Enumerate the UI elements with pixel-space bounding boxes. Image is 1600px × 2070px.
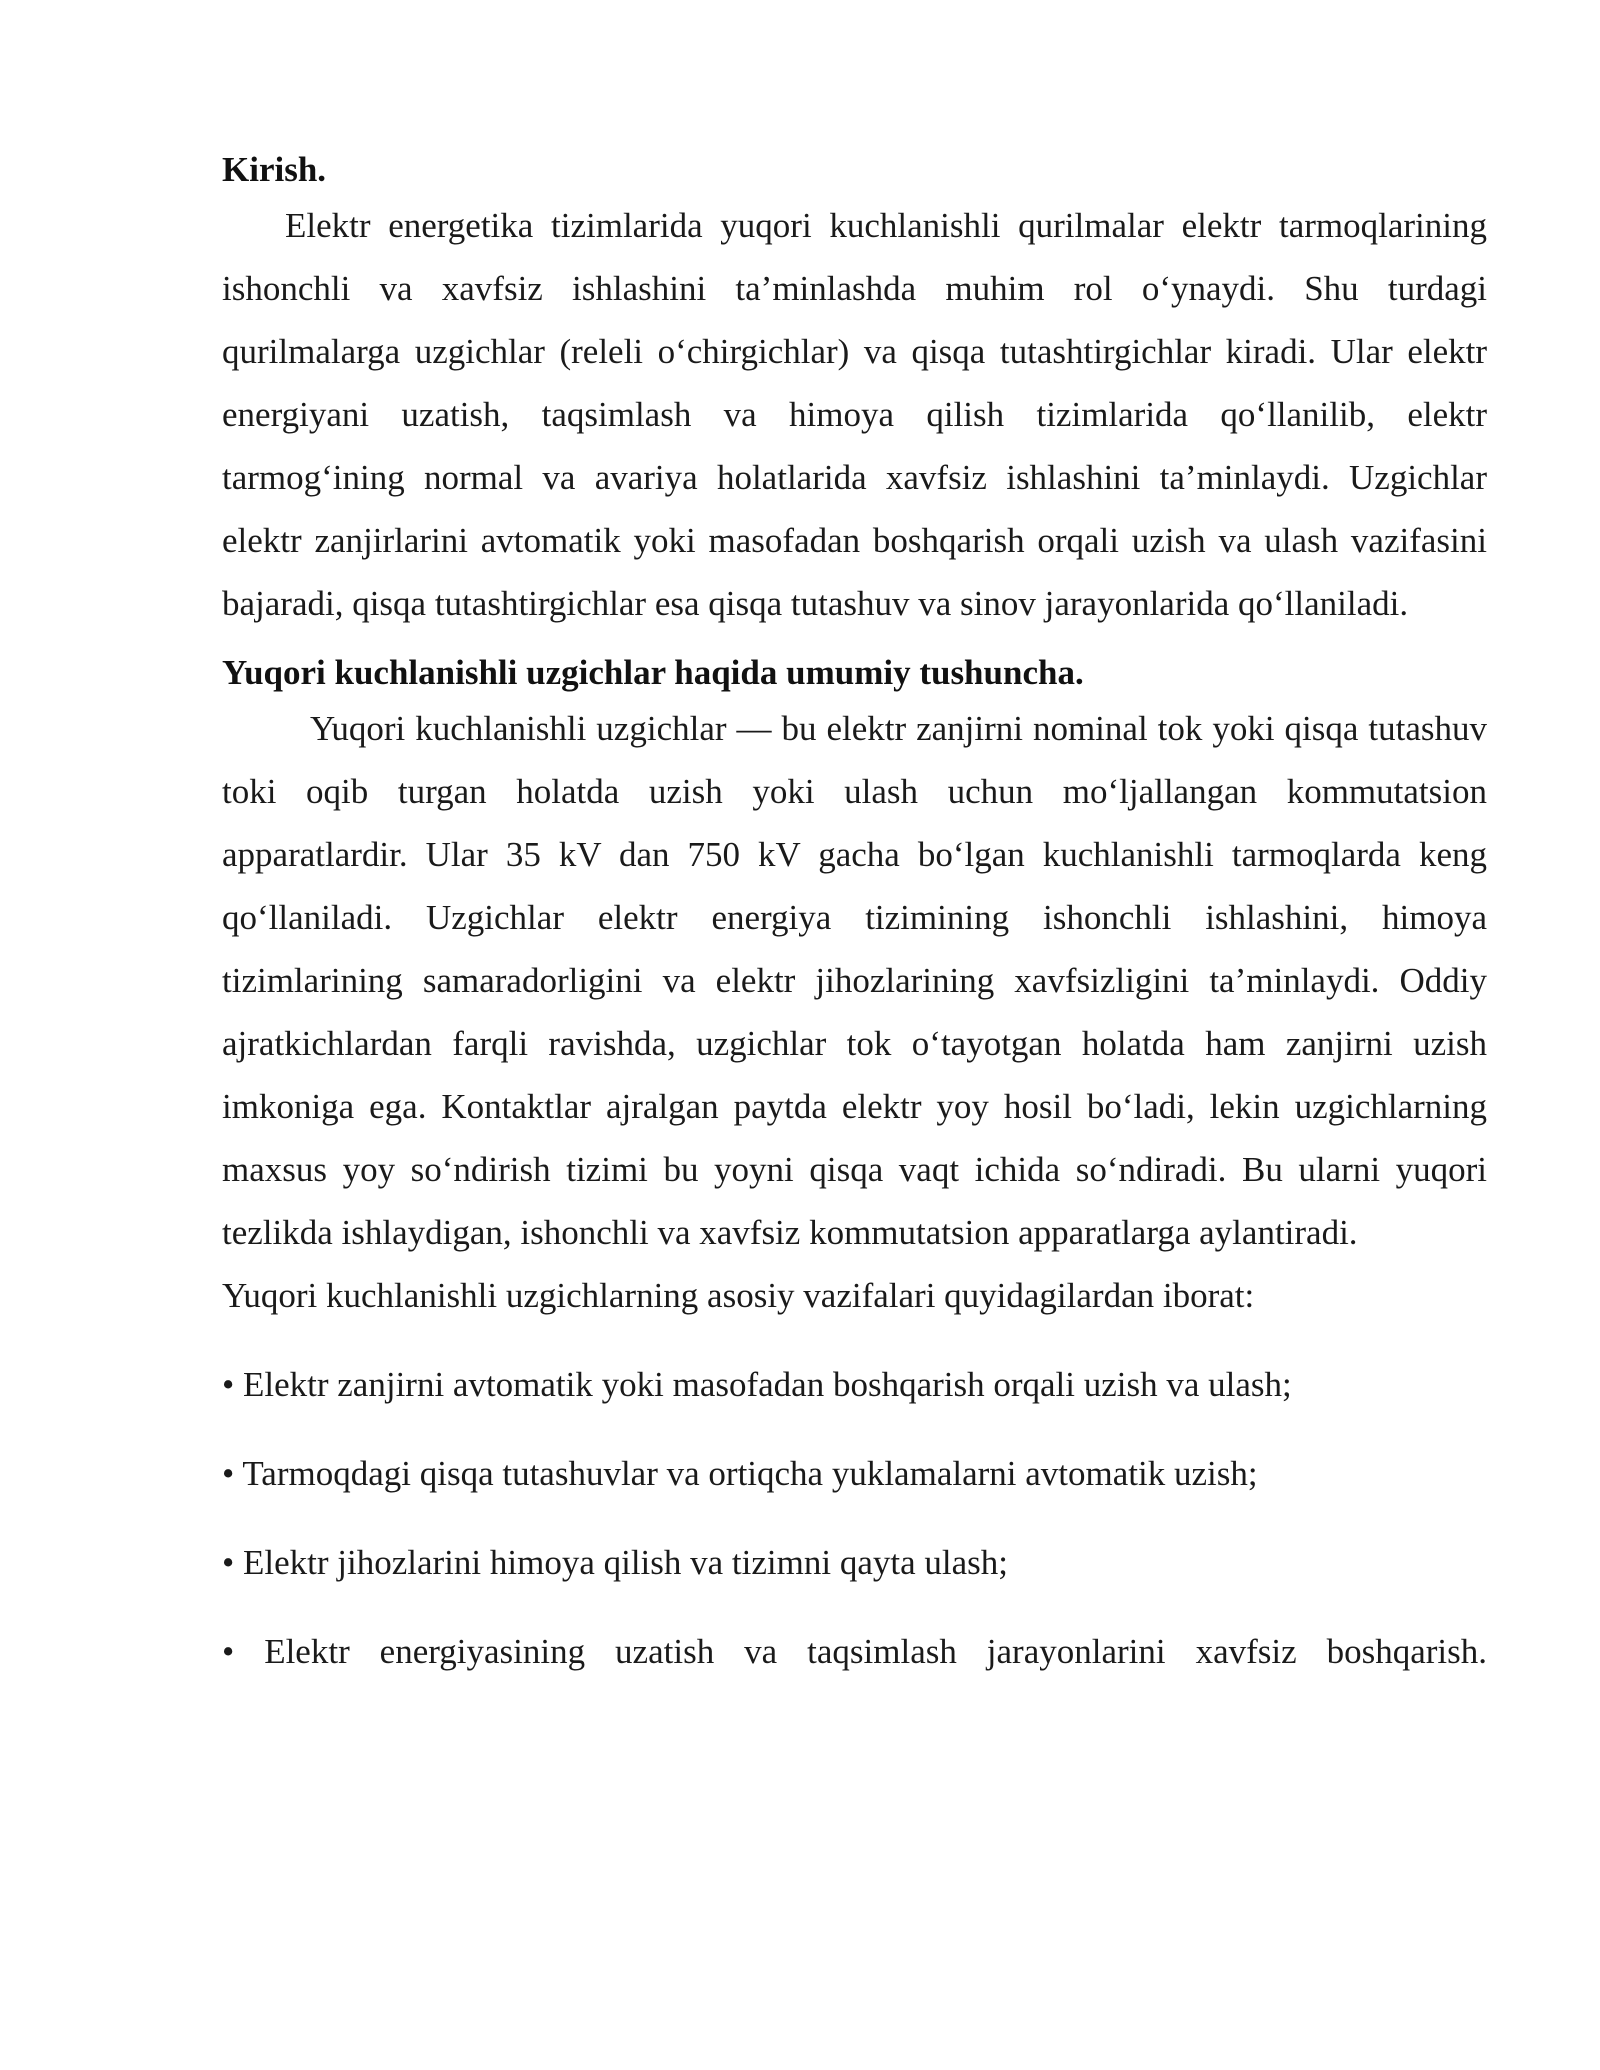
paragraph-intro: Elektr energetika tizimlarida yuqori kuchlanishli qurilmalar elektr tarmoqlarining ishonchli va xavfsiz ishlashini ta’minlashda muhim rol o‘ynaydi. Shu turdagi qurilmalarga uzgichlar (releli o‘chirgichlar) va qisqa tutashtirgichlar kiradi. Ular elektr energiyani uzatish, taqsimlash va himoya qilish tizimlarida qo‘llanilib, elektr tarmog‘ining normal va avariya holatlarida xavfsiz ishlashini ta’minlaydi. Uzgichlar elektr zanjirlarini avtomatik yoki masofadan boshqarish orqali uzish va ulash vazifasini bajaradi, qisqa tutashtirgichlar esa qisqa tutashuv va sinov jarayonlarida qo‘llaniladi. — [222, 206, 1487, 623]
document-page — [222, 146, 1487, 1709]
list-item: • Elektr energiyasining uzatish va taqsimlash jarayonlarini xavfsiz boshqarish. — [222, 1632, 1487, 1671]
list-item: • Elektr zanjirni avtomatik yoki masofadan boshqarish orqali uzish va ulash; — [222, 1365, 1292, 1404]
function-list — [222, 1353, 1487, 1683]
list-item: • Elektr jihozlarini himoya qilish va tizimni qayta ulash; — [222, 1543, 1008, 1582]
list-intro: Yuqori kuchlanishli uzgichlarning asosiy vazifalari quyidagilardan iborat: — [222, 1276, 1255, 1315]
heading-intro: Kirish. — [222, 150, 327, 189]
list-item: • Tarmoqdagi qisqa tutashuvlar va ortiqcha yuklamalarni avtomatik uzish; — [222, 1454, 1258, 1493]
paragraph-section: Yuqori kuchlanishli uzgichlar — bu elektr zanjirni nominal tok yoki qisqa tutashuv toki oqib turgan holatda uzish yoki ulash uchun mo‘ljallangan kommutatsion apparatlardir. Ular 35 kV dan 750 kV gacha bo‘lgan kuchlanishli tarmoqlarda keng qo‘llaniladi. Uzgichlar elektr energiya tizimining ishonchli ishlashini, himoya tizimlarining samaradorligini va elektr jihozlarining xavfsizligini ta’minlaydi. Oddiy ajratkichlardan farqli ravishda, uzgichlar tok o‘tayotgan holatda ham zanjirni uzish imkoniga ega. Kontaktlar ajralgan paytda elektr yoy hosil bo‘ladi, lekin uzgichlarning maxsus yoy so‘ndirish tizimi bu yoyni qisqa vaqt ichida so‘ndiradi. Bu ularni yuqori tezlikda ishlaydigan, ishonchli va xavfsiz kommutatsion apparatlarga aylantiradi. — [222, 709, 1487, 1252]
heading-section: Yuqori kuchlanishli uzgichlar haqida umumiy tushuncha. — [222, 653, 1084, 692]
